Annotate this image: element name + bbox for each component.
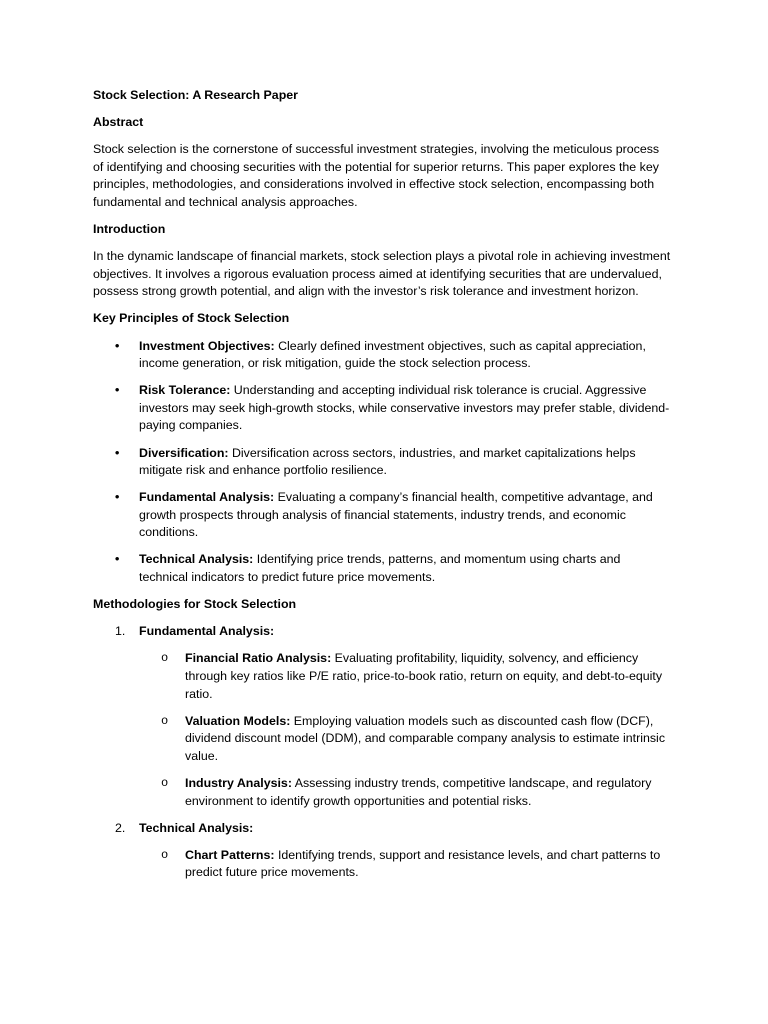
- introduction-heading: Introduction: [93, 222, 166, 237]
- methodologies-heading: Methodologies for Stock Selection: [93, 597, 297, 612]
- list-item: [93, 382, 672, 435]
- circle-bullet-icon: o: [161, 651, 169, 666]
- item-text: Identifying price trends, patterns, and momentum using charts and technical indicators to predict future price movements.: [139, 552, 621, 585]
- item-term: Diversification:: [139, 445, 229, 460]
- sub-list-item: [139, 775, 672, 810]
- bullet-icon: •: [115, 490, 120, 505]
- item-term: Industry Analysis:: [185, 775, 292, 790]
- circle-bullet-icon: o: [161, 775, 169, 790]
- item-text: Assessing industry trends, competitive landscape, and regulatory environment to identify growth opportunities and potential risks.: [185, 775, 652, 808]
- circle-bullet-icon: o: [161, 847, 169, 862]
- item-term: Financial Ratio Analysis:: [185, 651, 332, 666]
- principles-heading: Key Principles of Stock Selection: [93, 311, 290, 326]
- item-term: Technical Analysis:: [139, 552, 254, 567]
- introduction-text: In the dynamic landscape of financial markets, stock selection plays a pivotal role in achieving investment objectives. It involves a rigorous evaluation process aimed at identifying securities that are undervalued, possess strong growth potential, and align with the investor’s risk tolerance and investment horizon.: [93, 249, 671, 299]
- item-number: 2.: [115, 820, 126, 835]
- list-item: [93, 820, 672, 882]
- list-item: [93, 623, 672, 810]
- item-term: Chart Patterns:: [185, 847, 275, 862]
- item-term: Risk Tolerance:: [139, 383, 231, 398]
- principles-list: [93, 338, 672, 587]
- method-heading: Fundamental Analysis:: [139, 624, 275, 639]
- bullet-icon: •: [115, 338, 120, 353]
- document-title: Stock Selection: A Research Paper: [93, 88, 298, 102]
- item-text: Evaluating a company’s financial health, competitive advantage, and growth prospects through analysis of financial statements, industry trends, and economic conditions.: [139, 490, 653, 540]
- abstract-heading: Abstract: [93, 115, 144, 130]
- item-term: Valuation Models:: [185, 713, 291, 728]
- abstract-text: Stock selection is the cornerstone of successful investment strategies, involving the meticulous process of identifying and choosing securities with the potential for superior returns. This paper explores the key principles, methodologies, and considerations involved in effective stock selection, encompassing both fundamental and technical analysis approaches.: [93, 142, 660, 209]
- list-item: [93, 338, 672, 373]
- item-number: 1.: [115, 624, 126, 639]
- sub-list-item: [139, 847, 672, 882]
- list-item: [93, 489, 672, 542]
- list-item: [93, 445, 672, 480]
- method-heading: Technical Analysis:: [139, 820, 254, 835]
- item-text: Employing valuation models such as discounted cash flow (DCF), dividend discount model (DDM), and comparable company analysis to estimate intrinsic value.: [185, 713, 666, 763]
- methodologies-list: [93, 623, 672, 882]
- document-body: [93, 87, 672, 882]
- bullet-icon: •: [115, 552, 120, 567]
- bullet-icon: •: [115, 445, 120, 460]
- item-text: Evaluating profitability, liquidity, solvency, and efficiency through key ratios like P/E ratio, price-to-book ratio, return on equity, and debt-to-equity ratio.: [185, 651, 663, 701]
- item-text: Clearly defined investment objectives, such as capital appreciation, income generation, or risk mitigation, guide the stock selection process.: [139, 338, 646, 371]
- list-item: [93, 551, 672, 586]
- sub-list-item: [139, 650, 672, 703]
- sub-list: [139, 847, 672, 882]
- sub-list: [139, 650, 672, 810]
- sub-list-item: [139, 713, 672, 766]
- bullet-icon: •: [115, 383, 120, 398]
- item-text: Diversification across sectors, industries, and market capitalizations helps mitigate risk and enhance portfolio resilience.: [139, 445, 636, 478]
- item-text: Identifying trends, support and resistance levels, and chart patterns to predict future price movements.: [185, 847, 661, 880]
- item-term: Investment Objectives:: [139, 338, 275, 353]
- item-term: Fundamental Analysis:: [139, 490, 275, 505]
- item-text: Understanding and accepting individual risk tolerance is crucial. Aggressive investors may seek high-growth stocks, while conservative investors may prefer stable, dividend-paying companies.: [139, 383, 670, 433]
- circle-bullet-icon: o: [161, 713, 169, 728]
